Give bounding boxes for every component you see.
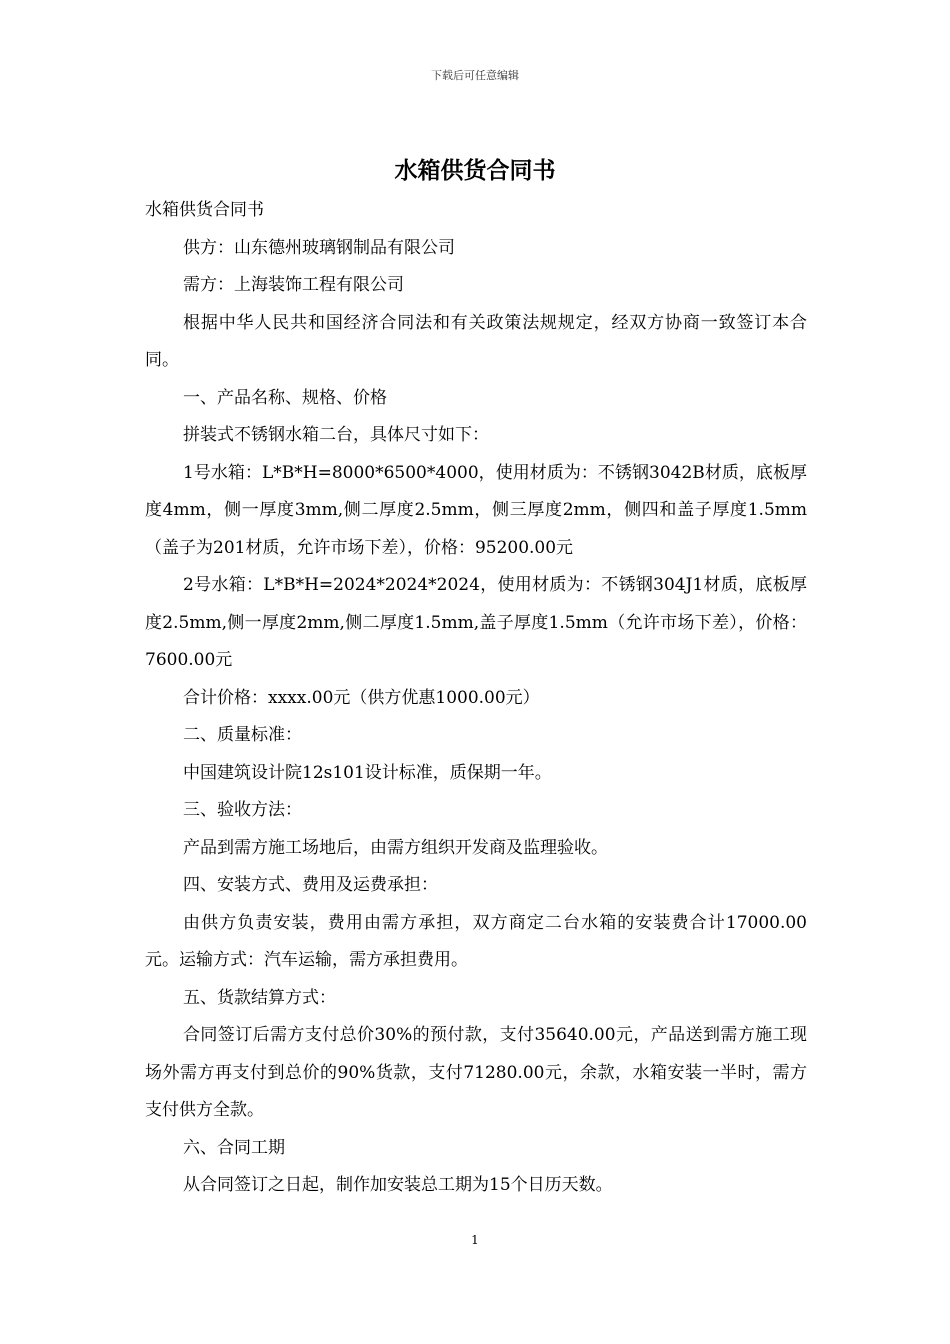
section-heading: 六、合同工期 xyxy=(183,1137,285,1158)
section-heading: 五、货款结算方式： xyxy=(183,987,336,1008)
section-heading: 三、验收方法： xyxy=(183,800,302,820)
preamble-paragraph: 根据中华人民共和国经济合同法和有关政策法规规定，经双方协商一致签订本合同。 xyxy=(145,312,807,370)
header-note: 下载后可任意编辑 xyxy=(431,69,519,82)
buyer-paragraph: 需方：上海装饰工程有限公司 xyxy=(183,275,404,295)
section-heading: 二、质量标准： xyxy=(183,725,302,745)
body-paragraph: 拼装式不锈钢水箱二台，具体尺寸如下： xyxy=(183,425,489,445)
subtitle-paragraph: 水箱供货合同书 xyxy=(145,200,264,220)
body-paragraph: 合同签订后需方支付总价30%的预付款，支付35640.00元，产品送到需方施工现场外需方再支付到总价的90%货款，支付71280.00元，余款，水箱安装一半时，需方支付供方全款。 xyxy=(145,1025,807,1120)
page-number: 1 xyxy=(471,1233,479,1247)
document-body xyxy=(145,192,807,1205)
body-paragraph: 由供方负责安装，费用由需方承担，双方商定二台水箱的安装费合计17000.00元。运输方式：汽车运输，需方承担费用。 xyxy=(145,912,807,970)
body-paragraph: 中国建筑设计院12s101设计标准，质保期一年。 xyxy=(183,762,552,783)
section-heading: 一、产品名称、规格、价格 xyxy=(183,387,387,408)
body-paragraph: 产品到需方施工场地后，由需方组织开发商及监理验收。 xyxy=(183,837,608,858)
section-heading: 四、安装方式、费用及运费承担： xyxy=(183,875,438,895)
supplier-paragraph: 供方：山东德州玻璃钢制品有限公司 xyxy=(183,237,455,258)
tank-1-paragraph: 1号水箱：L*B*H=8000*6500*4000，使用材质为：不锈钢3042B材质，底板厚度4mm，侧一厚度3mm,侧二厚度2.5mm，侧三厚度2mm，侧四和盖子厚度1.5mm（盖子为201材质，允许市场下差），价格：95200.00元 xyxy=(145,462,807,558)
document-title: 水箱供货合同书 xyxy=(394,158,556,184)
body-paragraph: 从合同签订之日起，制作加安装总工期为15个日历天数。 xyxy=(183,1175,613,1195)
total-price-paragraph: 合计价格：xxxx.00元（供方优惠1000.00元） xyxy=(183,687,540,708)
tank-2-paragraph: 2号水箱：L*B*H=2024*2024*2024，使用材质为：不锈钢304J1材质，底板厚度2.5mm,侧一厚度2mm,侧二厚度1.5mm,盖子厚度1.5mm（允许市场下差），价格：7600.00元 xyxy=(145,575,807,670)
